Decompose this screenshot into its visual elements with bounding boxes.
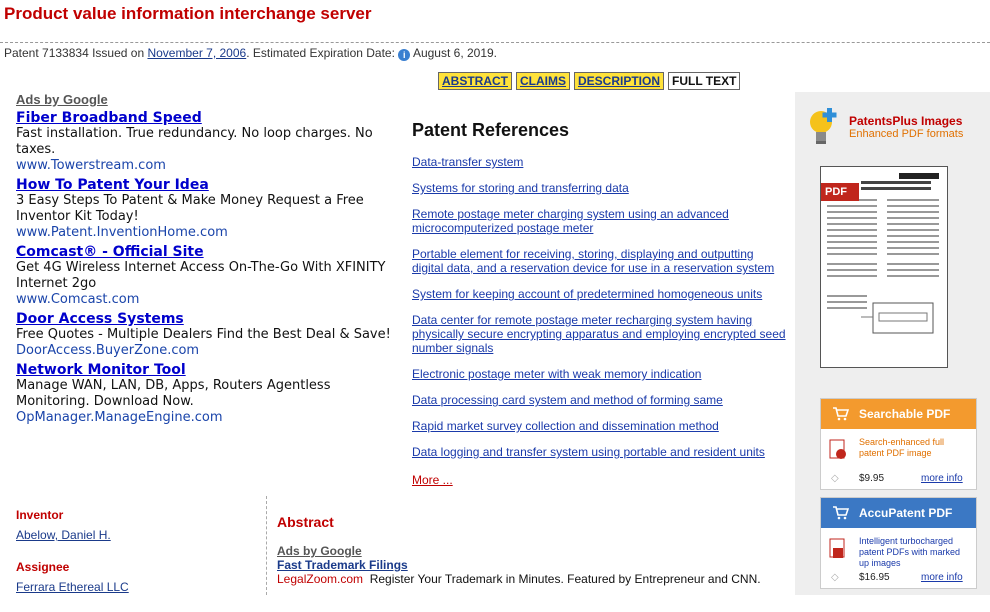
assignee-label: Assignee (16, 560, 70, 574)
searchable-pdf-label: Searchable PDF (859, 407, 951, 421)
inventor-link[interactable]: Abelow, Daniel H. (16, 528, 111, 542)
ad-line (277, 572, 787, 586)
more-references-link[interactable]: More ... (412, 473, 453, 487)
ad-item (16, 110, 396, 173)
tab-full-text[interactable]: FULL TEXT (668, 72, 740, 90)
searchable-pdf-description: Search-enhanced full patent PDF image (859, 437, 945, 458)
patent-tabs (438, 72, 740, 90)
searchable-pdf-card (820, 398, 977, 490)
reference-link[interactable]: Remote postage meter charging system using an advanced microcomputerized postage meter (412, 207, 729, 235)
reference-link[interactable]: System for keeping account of predetermined homogeneous units (412, 287, 763, 301)
patent-pdf-thumbnail[interactable] (820, 166, 948, 368)
references-heading: Patent References (412, 120, 570, 140)
reference-link[interactable]: Rapid market survey collection and dissemination method (412, 419, 719, 433)
pdf-file-icon (829, 538, 847, 560)
searchable-pdf-body (821, 429, 976, 489)
section-divider (266, 496, 267, 595)
patentsplus-title[interactable]: PatentsPlus Images (849, 114, 963, 128)
accupatent-pdf-description: Intelligent turbocharged patent PDFs with marked up images (859, 536, 961, 568)
expiration-label: . Estimated Expiration Date: (246, 46, 395, 60)
reference-link[interactable]: Data processing card system and method of forming same (412, 393, 723, 407)
ad-title-link[interactable]: Comcast® - Official Site (16, 244, 204, 260)
tab-abstract[interactable]: ABSTRACT (438, 72, 512, 90)
issue-date-link[interactable]: November 7, 2006 (147, 46, 247, 60)
accupatent-pdf-card (820, 497, 977, 589)
price-tag-icon: ◇ (831, 572, 839, 583)
assignee-link[interactable]: Ferrara Ethereal LLC (16, 580, 129, 594)
cart-icon (833, 407, 849, 421)
ad-text: 3 Easy Steps To Patent & Make Money Request a Free Inventor Kit Today! (16, 193, 364, 224)
patent-parties (16, 508, 256, 612)
ad-item (16, 311, 396, 358)
ad-title-link[interactable]: Fast Trademark Filings (277, 558, 408, 572)
info-icon[interactable]: i (398, 49, 410, 61)
patent-number-text: Patent 7133834 Issued on (4, 46, 145, 60)
accupatent-pdf-label: AccuPatent PDF (859, 506, 953, 520)
accupatent-pdf-body (821, 528, 976, 588)
patent-info-line (4, 46, 497, 61)
ad-text: Register Your Trademark in Minutes. Featured by Entrepreneur and CNN. (369, 572, 761, 586)
reference-link[interactable]: Data center for remote postage meter recharging system having physically secure encrypting apparatus and employing encrypted seed number signals (412, 313, 786, 355)
ad-text: Free Quotes - Multiple Dealers Find the Best Deal & Save! (16, 327, 391, 342)
reference-link[interactable]: Electronic postage meter with weak memory indication (412, 367, 702, 381)
ad-item (16, 177, 396, 240)
accupatent-more-info-link[interactable]: more info (921, 572, 963, 583)
abstract-section (277, 514, 787, 586)
patentsplus-sidebar (795, 92, 990, 595)
ad-title-link[interactable]: How To Patent Your Idea (16, 177, 209, 193)
ad-url-link[interactable]: OpManager.ManageEngine.com (16, 410, 223, 425)
tab-description[interactable]: DESCRIPTION (574, 72, 664, 90)
page-title: Product value information interchange server (4, 4, 372, 23)
ad-url-link[interactable]: LegalZoom.com (277, 572, 364, 586)
ad-title-link[interactable]: Door Access Systems (16, 311, 184, 327)
ad-item (16, 362, 396, 425)
pdf-badge: PDF (820, 183, 859, 201)
ad-url-link[interactable]: DoorAccess.BuyerZone.com (16, 343, 200, 358)
ad-item (16, 244, 396, 307)
lightbulb-plus-icon (807, 106, 839, 148)
accupatent-pdf-button[interactable] (821, 498, 976, 528)
accupatent-pdf-price: $16.95 (859, 572, 890, 583)
ad-url-link[interactable]: www.Towerstream.com (16, 158, 166, 173)
tab-claims[interactable]: CLAIMS (516, 72, 570, 90)
ad-text: Fast installation. True redundancy. No loop charges. No taxes. (16, 126, 373, 157)
ad-url-link[interactable]: www.Patent.InventionHome.com (16, 225, 228, 240)
ads-by-google-label[interactable]: Ads by Google (277, 544, 362, 558)
cart-icon (833, 506, 849, 520)
patent-references (412, 120, 787, 489)
ad-text: Manage WAN, LAN, DB, Apps, Routers Agentless Monitoring. Download Now. (16, 378, 331, 409)
reference-link[interactable]: Portable element for receiving, storing, displaying and outputting digital data, and a reservation device for use in a reservation system (412, 247, 775, 275)
ad-text: Get 4G Wireless Internet Access On-The-Go With XFINITY Internet 2go (16, 260, 386, 291)
ads-by-google-label[interactable]: Ads by Google (16, 92, 108, 107)
inventor-label: Inventor (16, 508, 64, 522)
price-tag-icon: ◇ (831, 473, 839, 484)
ad-title-link[interactable]: Fiber Broadband Speed (16, 110, 202, 126)
searchable-pdf-button[interactable] (821, 399, 976, 429)
reference-link[interactable]: Data-transfer system (412, 155, 524, 169)
ad-url-link[interactable]: www.Comcast.com (16, 292, 140, 307)
searchable-pdf-price: $9.95 (859, 473, 885, 484)
google-ads (16, 92, 396, 429)
reference-link[interactable]: Systems for storing and transferring data (412, 181, 629, 195)
header-divider (0, 42, 990, 43)
pdf-file-icon (829, 439, 847, 461)
expiration-date: August 6, 2019. (412, 46, 498, 60)
searchable-more-info-link[interactable]: more info (921, 473, 963, 484)
ad-title-link[interactable]: Network Monitor Tool (16, 362, 186, 378)
reference-link[interactable]: Data logging and transfer system using portable and resident units (412, 445, 765, 459)
patentsplus-subtitle: Enhanced PDF formats (849, 128, 964, 140)
abstract-heading: Abstract (277, 514, 334, 530)
